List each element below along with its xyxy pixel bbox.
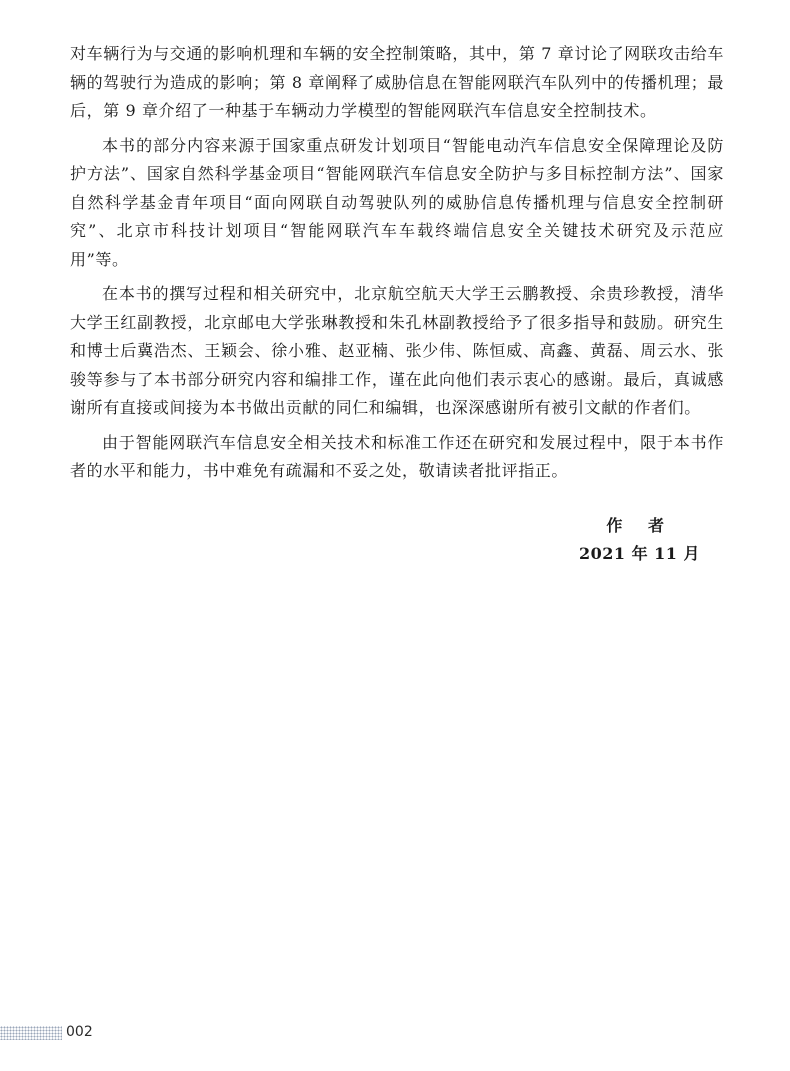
signature-date: 2021 年 11 月 [578,544,700,563]
footer-dot-pattern [0,1026,62,1040]
signature-author: 作 者 [606,516,674,535]
body-text [70,40,724,492]
paragraph-chapter-summary: 对车辆行为与交通的影响机理和车辆的安全控制策略，其中，第 7 章讨论了网联攻击给车辆的驾驶行为造成的影响；第 8 章阐释了威胁信息在智能网联汽车队列中的传播机理；最后，第 9 章介绍了一种基于车辆动力学模型的智能网联汽车信息安全控制技术。 [70,44,724,120]
page-number: 002 [66,1024,93,1040]
paragraph-acknowledgements: 在本书的撰写过程和相关研究中，北京航空航天大学王云鹏教授、余贵珍教授，清华大学王红副教授，北京邮电大学张琳教授和朱孔林副教授给予了很多指导和鼓励。研究生和博士后冀浩杰、王颖会、徐小雅、赵亚楠、张少伟、陈恒威、高鑫、黄磊、周云水、张骏等参与了本书部分研究内容和编排工作，谨在此向他们表示衷心的感谢。最后，真诚感谢所有直接或间接为本书做出贡献的同仁和编辑，也深深感谢所有被引文献的作者们。 [70,284,724,417]
paragraph-disclaimer: 由于智能网联汽车信息安全相关技术和标准工作还在研究和发展过程中，限于本书作者的水平和能力，书中难免有疏漏和不妥之处，敬请读者批评指正。 [70,432,724,480]
paragraph-funding-sources: 本书的部分内容来源于国家重点研发计划项目“智能电动汽车信息安全保障理论及防护方法”、国家自然科学基金项目“智能网联汽车信息安全防护与多目标控制方法”、国家自然科学基金青年项目“面向网联自动驾驶队列的威胁信息传播机理与信息安全控制研究”、北京市科技计划项目“智能网联汽车车载终端信息安全关键技术研究及示范应用”等。 [70,135,724,269]
signature-block [560,512,700,568]
